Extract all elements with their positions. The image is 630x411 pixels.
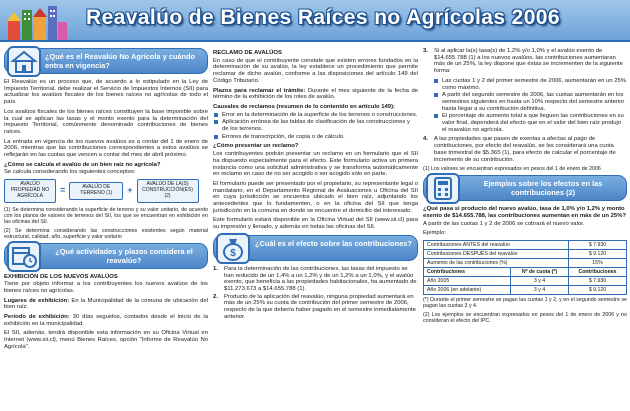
subheading: RECLAMO DE AVALÚOS: [213, 50, 282, 56]
incremento-list: [433, 78, 627, 134]
table-cell: 3 y 4: [511, 286, 569, 295]
bullet-icon: [214, 135, 218, 139]
paragraph: Tiene por objeto informar a los contribuyentes los nuevos avalúos de los bienes raíces no agrícolas.: [4, 281, 208, 294]
table-cell: Año 2005: [424, 277, 511, 286]
example-table: [423, 240, 627, 295]
header-banner: [0, 0, 630, 42]
list-item: [433, 78, 627, 91]
list-item-text: Producto de la aplicación del reavalúo, ninguna propiedad aumentará en más de un 25% su cuota de contribución del primer semestre de 2006, respecto de la que debería haber pagado en el semestre inmediatamente anterior.: [224, 293, 416, 320]
paragraph: El SII, además, tendrá disponible esta información en su Oficina Virtual en Internet (www.sii.cl), menú Bienes Raíces, opción "Informe de Reavalúo No Agrícola".: [4, 330, 208, 350]
question-heading: ¿Cómo presentar un reclamo?: [213, 143, 299, 150]
list-item-text: Para la determinación de las contribuciones, las tasas del impuesto se han reducido de un 1,4% a un 1,2% y de un 1,2% a un 1,0%, y el avalúo exento, que beneficia a las propiedades habitacionales, ha aumentado de $11.273.673 a $14.655.788 (1).: [224, 265, 417, 292]
table-row: [424, 250, 627, 259]
list-item-text: Aplicación errónea de las tablas de clasificación de las construcciones y de los terrenos.: [222, 119, 410, 133]
list-item: [213, 119, 418, 132]
formula-building-box: AVALÚO DE LA(S) CONSTRUCCIÓN(ES) (2): [137, 179, 199, 202]
paragraph: Los avalúos fiscales de los bienes raíces constituyen la base imponible sobre la cual se aplican las tasas y el monto exento para la determinación del Impuesto Territorial, comúnmente denominado contribuciones de bienes raíces.: [4, 108, 208, 135]
table-cell: $ 7.930: [569, 277, 627, 286]
paragraph: Los contribuyentes podrán presentar un reclamo en un formulario que el SII ha dispuesto especialmente para el efecto. Este formulario activa un primera instancia como una solicitud administrativa y se transforma automáticamente en reclamo en caso de no ser acogido o ser acogido sólo en parte.: [213, 151, 418, 178]
footnote: (1) Los valores se encuentran expresados en pesos del 1 de enero de 2006: [423, 166, 601, 173]
bullet-icon: [434, 93, 438, 97]
list-item-text: A partir del segundo semestre de 2006, las cuotas aumentarán en los semestres siguientes en hasta un 10% respecto del semestre anterior hasta llegar a su contribución definitiva.: [442, 92, 625, 112]
bullet-icon: [214, 113, 218, 117]
money-bag-icon: [216, 233, 250, 264]
efecto-list: [213, 266, 418, 321]
section-title: ¿Qué es el Reavalúo No Agrícola y cuándo entra en vigencia?: [45, 52, 196, 70]
footnote: (2) Los ejemplos se encuentran expresados en pesos del 1 de enero de 2006 y no consideran el efecto del IPC.: [423, 312, 627, 325]
item-number: 4.: [423, 136, 428, 143]
list-item: [213, 294, 418, 321]
paragraph: A partir de las cuotas 1 y 2 de 2006 se cobrará el nuevo valor.: [423, 220, 585, 227]
section-header-ejemplos: [423, 175, 627, 201]
table-row: [424, 259, 627, 268]
item-number: 2.: [213, 293, 218, 300]
question-heading: ¿Qué pasa si producto del nuevo avalúo, tasa de 1,0% y/o 1,2% y monto exento de $14.655.788, las contribuciones aumentan en más de un 25%?: [423, 206, 626, 219]
equals-sign: =: [60, 185, 66, 196]
table-row: [424, 277, 627, 286]
table-cell: Año 2006 (en adelante): [424, 286, 511, 295]
table-cell: $ 9.120: [569, 286, 627, 295]
efecto-list-cont: [423, 48, 627, 75]
section-header-que-es: [4, 48, 208, 74]
label-periodo: Período de exhibición:: [4, 314, 70, 321]
efecto-list-cont-2: [423, 136, 627, 163]
section-title: Ejemplos sobre los efectos en las contribuciones (2): [483, 179, 603, 198]
list-item-text: Errores de transcripción, de copia o de cálculo.: [222, 133, 345, 140]
formula-land-box: AVALÚO DE TERRENO (1): [69, 182, 123, 200]
section-header-efecto: [213, 235, 418, 261]
appraisal-formula: [4, 179, 208, 202]
table-cell: $ 7.930: [569, 241, 627, 250]
column-middle: [213, 48, 418, 324]
text-lugares: En la Municipalidad de la comuna de ubicación del bien raíz.: [4, 297, 209, 311]
table-row: [424, 241, 627, 250]
list-item-text: El porcentaje de aumento total a que lleguen las contribuciones en su valor final, dependerá del efecto que en el valor del bien raíz produjo el reavalúo no agrícola.: [442, 113, 624, 133]
list-item: [423, 136, 627, 163]
table-header: Nº de cuota (*): [511, 268, 569, 277]
paragraph: [213, 88, 418, 101]
footnote: (1) Se determina considerando la superficie de terreno y su valor unitario, de acuerdo con los planos de valores de terrenos del SII, los que se encuentran en exhibición en las oficinas del SII.: [4, 206, 208, 225]
subheading: EXHIBICIÓN DE LOS NUEVOS AVALÚOS: [4, 273, 118, 280]
paragraph: En caso de que el contribuyente constate que existen errores fundados en la determinación de su avalúo, la ley establece un procedimiento que permite reclamar de dicho avalúo, conforme a las disposiciones del artículo 149 del Código Tributario.: [213, 57, 418, 84]
table-cell: Contribuciones DESPUÉS del reavalúo: [424, 250, 569, 259]
table-cell: Aumento de las contribuciones (%): [424, 259, 569, 268]
item-number: 1.: [213, 265, 218, 272]
paragraph: El Reavalúo es un proceso que, de acuerdo a lo estipulado en la Ley de Impuesto Territorial, debe realizar el Servicio de Impuestos Internos (SII) para actualizar los avalúos fiscales de los bienes raíces no agrícolas de todo el país.: [4, 79, 208, 106]
item-number: 3.: [423, 48, 428, 54]
label-plazos: Plazos para reclamar el trámite:: [213, 87, 306, 94]
text-plazos: Durante el mes siguiente de la fecha de término de la exhibición de los roles de avalúo.: [213, 87, 418, 101]
section-title: ¿Cuál es el efecto sobre las contribuciones?: [255, 238, 412, 248]
svg-text:$: $: [230, 247, 236, 259]
list-item: [423, 48, 627, 75]
list-item: [433, 113, 627, 133]
table-cell: 3 y 4: [511, 277, 569, 286]
paragraph: Se calcula considerando los siguientes conceptos:: [4, 169, 136, 176]
bullet-icon: [214, 120, 218, 124]
table-cell: 15%: [569, 259, 627, 268]
table-row: [424, 286, 627, 295]
causales-list: [213, 112, 418, 141]
list-item-text: Las cuotas 1 y 2 del primer semestre de 2006, aumentarán en un 25% como máximo.: [442, 77, 627, 91]
question-heading: ¿Cómo se calcula el avalúo de un bien raíz no agrícola?: [4, 161, 161, 168]
section-title: ¿Qué actividades y plazos considera el reavalúo?: [55, 246, 193, 265]
paragraph: La entrada en vigencia de los nuevos avalúos es a contar del 1 de enero de 2006, mientras que las contribuciones correspondientes a estos avalúos se reflejarán en las cuotas que vencen a contar del mes de abril próximo.: [4, 138, 208, 159]
table-cell: Contribuciones ANTES del reavalúo: [424, 241, 569, 250]
footnote: (*) Durante el primer semestre se pagan las cuotas 1 y 2, y en el segundo semestre se pagan las cuotas 3 y 4.: [423, 297, 627, 310]
list-item: [433, 92, 627, 112]
calculator-icon: [426, 173, 460, 204]
bullet-icon: [434, 79, 438, 83]
list-item-text: Si al aplicar la(s) tasa(s) de 1,2% y/o 1,0% y el avalúo exento de $14.655.788 (1) a los nuevos avalúos, las contribuciones aumentaran más de un 25%, la ley dispone que éstas se incrementen de la siguiente forma:: [434, 48, 623, 75]
example-label: Ejemplo:: [423, 230, 446, 237]
paragraph: Este formulario estará disponible en la Oficina Virtual del SII (www.sii.cl) para su impresión y llenado, y además en todas las oficinas del SII.: [213, 217, 418, 231]
list-item: [213, 134, 418, 141]
list-item-text: A las propiedades que pasen de exentas a afectas al pago de contribuciones, por efecto del reavalúo, se les considerará una cuota base trimestral de $5.365 (1), para efecto de calcular el porcentaje de incremento de su contribución.: [434, 136, 616, 163]
column-right: [423, 48, 627, 327]
plus-sign: +: [127, 185, 133, 196]
paragraph: [4, 298, 208, 311]
section-header-actividades: [4, 243, 208, 269]
table-header: Contribuciones: [569, 268, 627, 277]
list-item: [213, 266, 418, 293]
column-left: [4, 48, 208, 354]
table-header: Contribuciones: [424, 268, 511, 277]
label-lugares: Lugares de exhibición:: [4, 297, 70, 304]
paragraph: El formulario puede ser presentado por el propietario, su representante legal o mandatario, en el Departamento Regional de Avaluaciones u Oficina del SII en cuya jurisdicción se encuentra ubicado el bien raíz, adjuntando los antecedentes que lo fundamenten, o en la oficina del SII que tenga jurisdicción en la comuna en donde se encuentre el domicilio del interesado.: [213, 180, 418, 214]
table-header-row: [424, 268, 627, 277]
calendar-clock-icon: [7, 241, 41, 272]
page-title: Reavalúo de Bienes Raíces no Agrícolas 2006: [86, 6, 560, 29]
list-item: [213, 112, 418, 119]
table-cell: $ 9.120: [569, 250, 627, 259]
paragraph: [4, 314, 208, 327]
houses-logo-icon: [6, 2, 68, 40]
house-document-icon: [7, 46, 41, 77]
list-item-text: Error en la determinación de la superficie de los terrenos o construcciones.: [222, 111, 418, 118]
text-periodo: 30 días seguidos, contados desde el inicio de la exhibición en la municipalidad.: [4, 314, 208, 327]
footnote: (2) Se determina considerando las construcciones existentes según material estructural, calidad, año, superficie y valor unitario: [4, 227, 208, 240]
formula-total-box: AVALÚO PROPIEDAD NO AGRÍCOLA: [4, 179, 56, 202]
subheading: Causales de reclamos (resumen de lo contenido en artículo 149):: [213, 103, 396, 110]
bullet-icon: [434, 114, 438, 118]
